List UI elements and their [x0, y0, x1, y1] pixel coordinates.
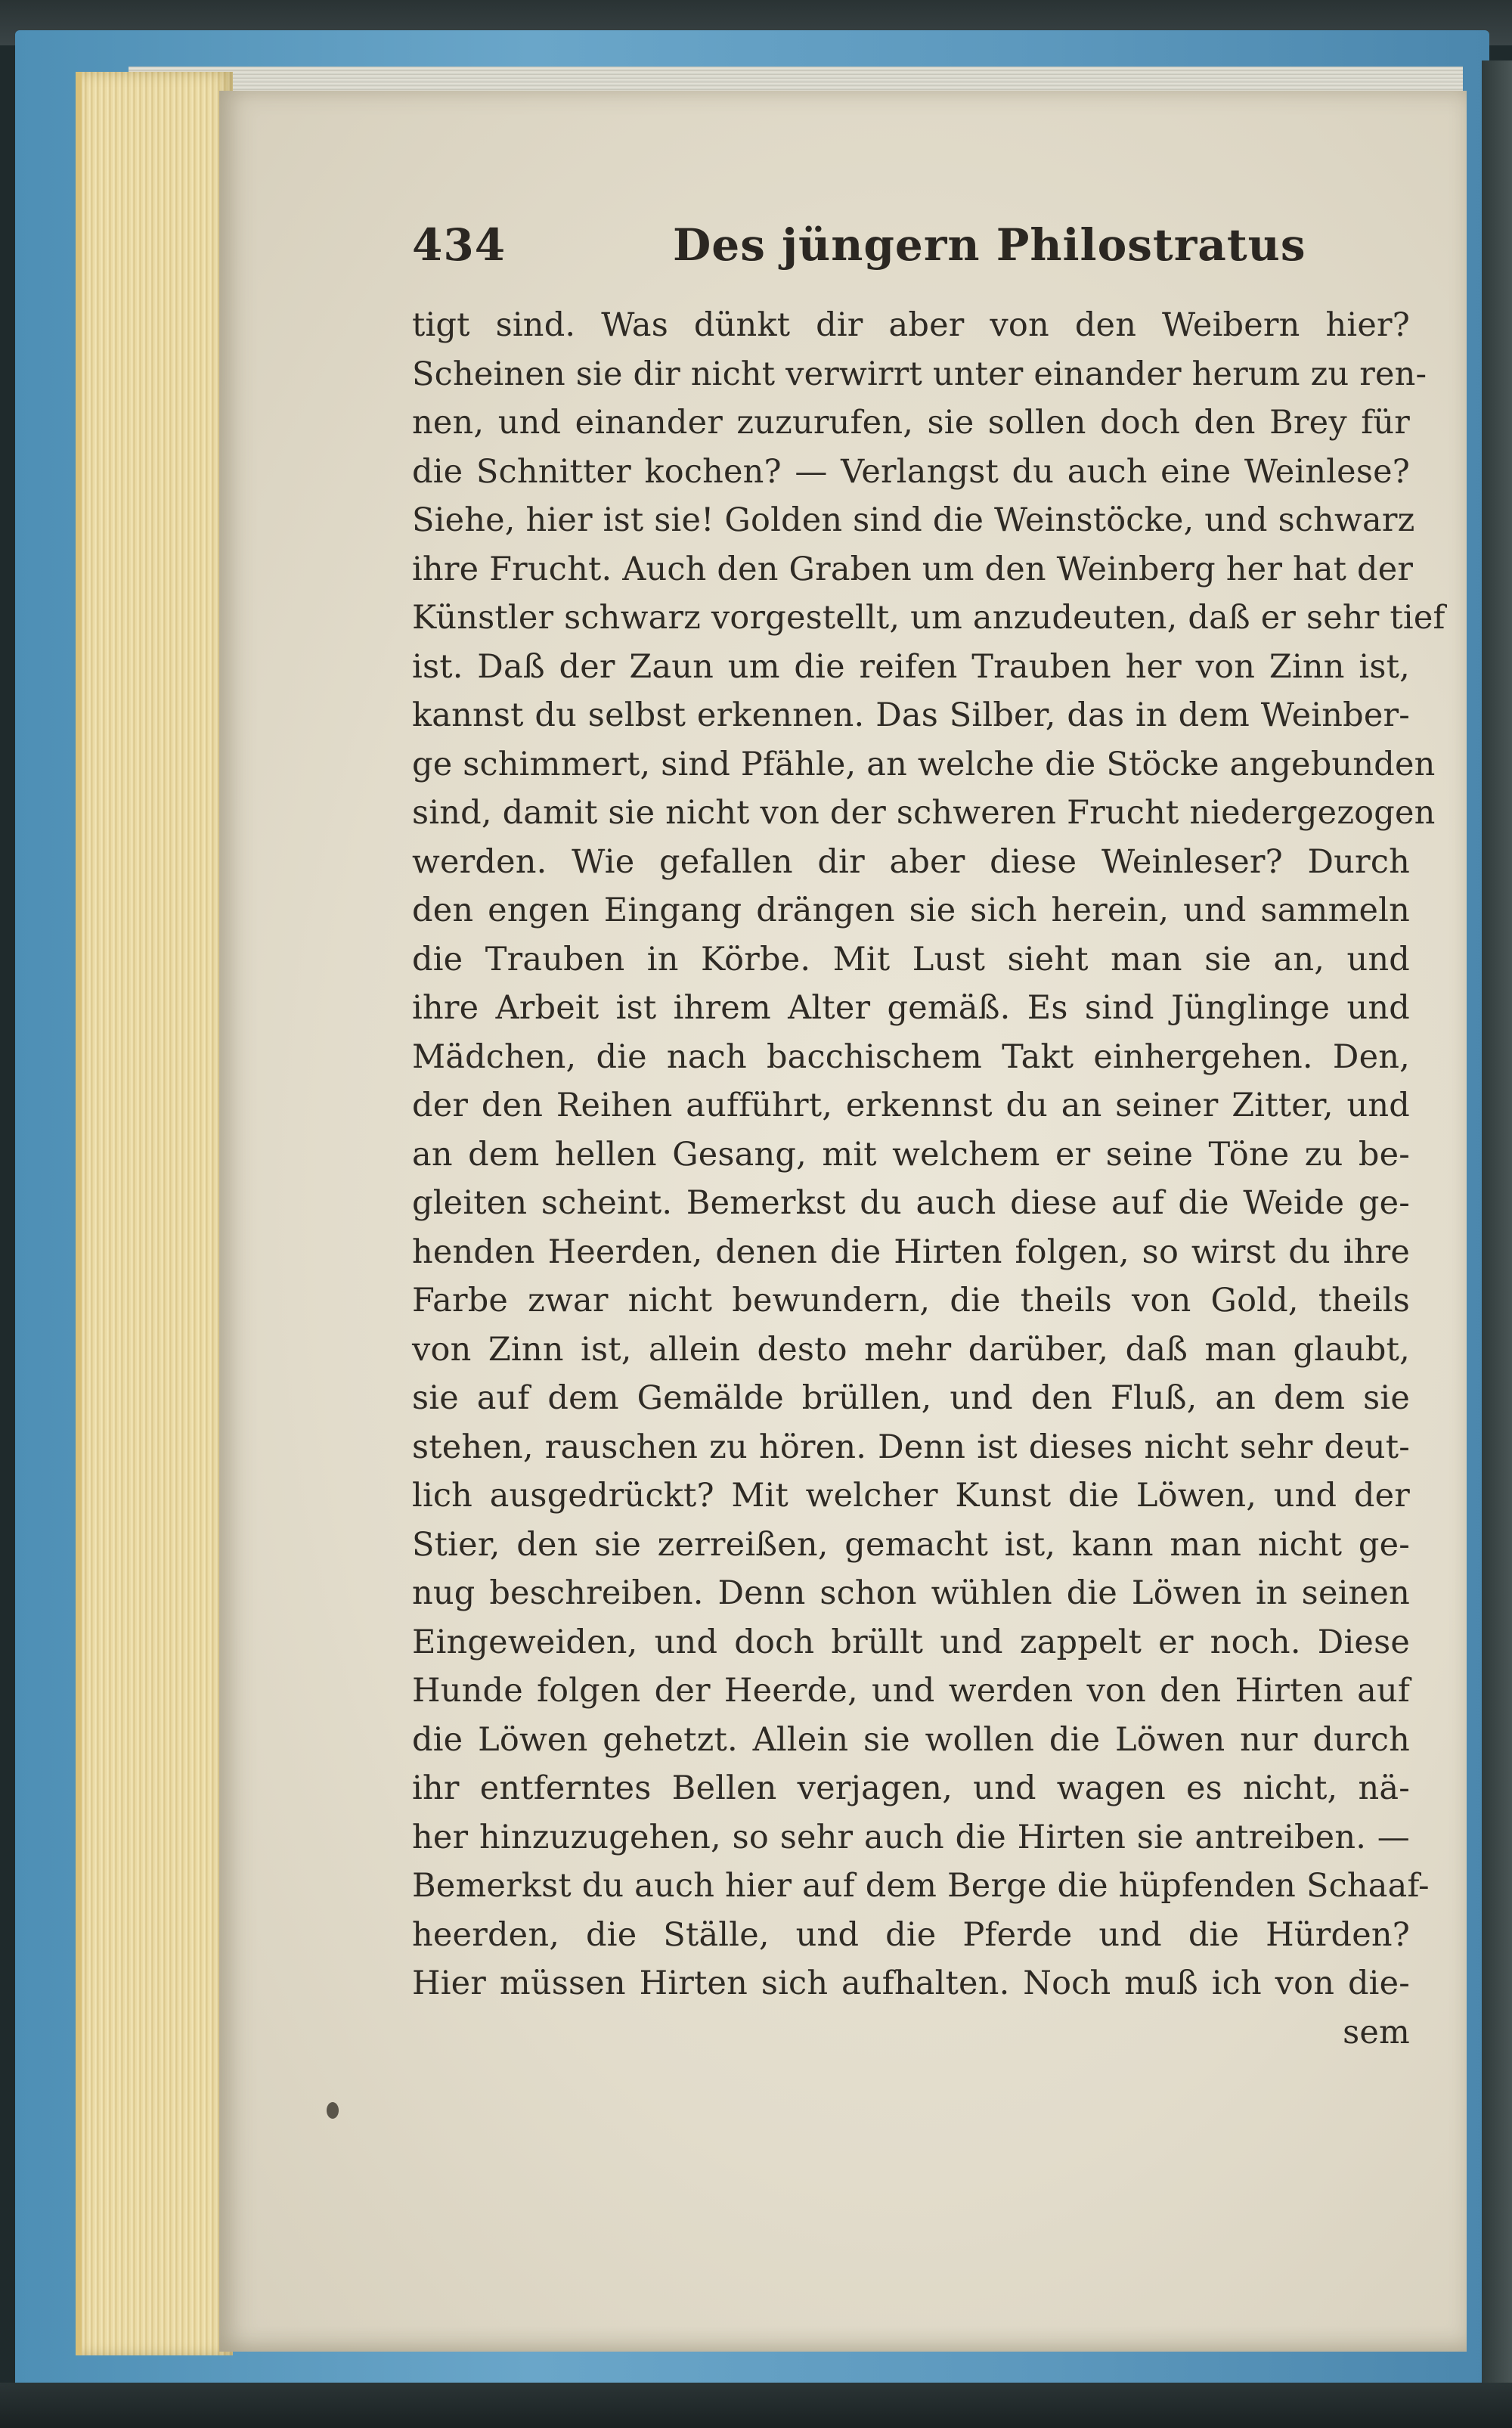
text-line: lich ausgedrückt? Mit welcher Kunst die Löwen, und der [412, 1477, 1410, 1515]
text-line: der den Reihen aufführt, erkennst du an seiner Zitter, und [412, 1087, 1410, 1124]
text-line: nen, und einander zuzurufen, sie sollen doch den Brey für [412, 404, 1410, 442]
text-line: nug beschreiben. Denn schon wühlen die Löwen in seinen [412, 1574, 1410, 1612]
text-line: Stier, den sie zerreißen, gemacht ist, kann man nicht ge- [412, 1525, 1410, 1564]
text-line: Mädchen, die nach bacchischem Takt einhergehen. Den, [412, 1037, 1410, 1076]
text-line: ihre Frucht. Auch den Graben um den Weinberg her hat der [412, 550, 1414, 588]
text-line: werden. Wie gefallen dir aber diese Weinleser? Durch [412, 842, 1410, 881]
text-line: die Trauben in Körbe. Mit Lust sieht man sie an, und [412, 940, 1410, 978]
text-line: henden Heerden, denen die Hirten folgen, so wirst du ihre [412, 1233, 1410, 1271]
text-line: ist. Daß der Zaun um die reifen Trauben her von Zinn ist, [412, 647, 1410, 686]
text-line: Eingeweiden, und doch brüllt und zappelt er noch. Diese [412, 1623, 1410, 1661]
text-line: kannst du selbst erkennen. Das Silber, das in dem Weinber- [412, 696, 1410, 734]
ink-spot [327, 2102, 339, 2119]
text-line: Farbe zwar nicht bewundern, die theils von Gold, theils [412, 1282, 1410, 1319]
text-line: Siehe, hier ist sie! Golden sind die Weinstöcke, und schwarz [412, 501, 1415, 539]
text-line: die Schnitter kochen? — Verlangst du auch eine Weinlese? [412, 452, 1410, 491]
text-line: die Löwen gehetzt. Allein sie wollen die Löwen nur durch [412, 1720, 1410, 1759]
text-line: Künstler schwarz vorgestellt, um anzudeuten, daß er sehr tief [412, 599, 1445, 637]
text-line: heerden, die Ställe, und die Pferde und die Hürden? [412, 1915, 1410, 1954]
text-line: Scheinen sie dir nicht verwirrt unter einander herum zu ren- [412, 355, 1427, 393]
text-line: von Zinn ist, allein desto mehr darüber, daß man glaubt, [412, 1330, 1410, 1369]
header-title: Des jüngern Philostratus [673, 219, 1306, 271]
text-line: ge schimmert, sind Pfähle, an welche die Stöcke angebunden [412, 745, 1436, 783]
catchword: sem [1343, 2013, 1410, 2051]
text-line: sie auf dem Gemälde brüllen, und den Fluß, an dem sie [412, 1379, 1410, 1417]
text-line: tigt sind. Was dünkt dir aber von den Weibern hier? [412, 306, 1410, 344]
page-edges [76, 72, 233, 2355]
text-line: sind, damit sie nicht von der schweren Frucht niedergezogen [412, 794, 1436, 832]
text-line: Hier müssen Hirten sich aufhalten. Noch muß ich von die- [412, 1964, 1410, 2002]
text-line: her hinzuzugehen, so sehr auch die Hirten sie antreiben. — [412, 1818, 1410, 1856]
cover-right-edge [1482, 60, 1512, 2397]
cover-bottom-shadow [0, 2383, 1512, 2428]
text-line: Hunde folgen der Heerde, und werden von den Hirten auf [412, 1672, 1410, 1710]
text-line: Bemerkst du auch hier auf dem Berge die hüpfenden Schaaf- [412, 1867, 1430, 1905]
text-line: ihre Arbeit ist ihrem Alter gemäß. Es sind Jünglinge und [412, 989, 1410, 1027]
running-head [412, 212, 1410, 280]
text-line: den engen Eingang drängen sie sich herein, und sammeln [412, 892, 1410, 929]
page-number: 434 [412, 219, 507, 271]
book-page [219, 91, 1467, 2352]
text-line: an dem hellen Gesang, mit welchem er seine Töne zu be- [412, 1135, 1410, 1174]
text-line: ihr entferntes Bellen verjagen, und wagen es nicht, nä- [412, 1769, 1410, 1807]
text-line: stehen, rauschen zu hören. Denn ist dieses nicht sehr deut- [412, 1428, 1410, 1466]
body-text [412, 301, 1445, 2057]
page-text-block [412, 212, 1445, 2057]
text-line: gleiten scheint. Bemerkst du auch diese auf die Weide ge- [412, 1184, 1410, 1222]
